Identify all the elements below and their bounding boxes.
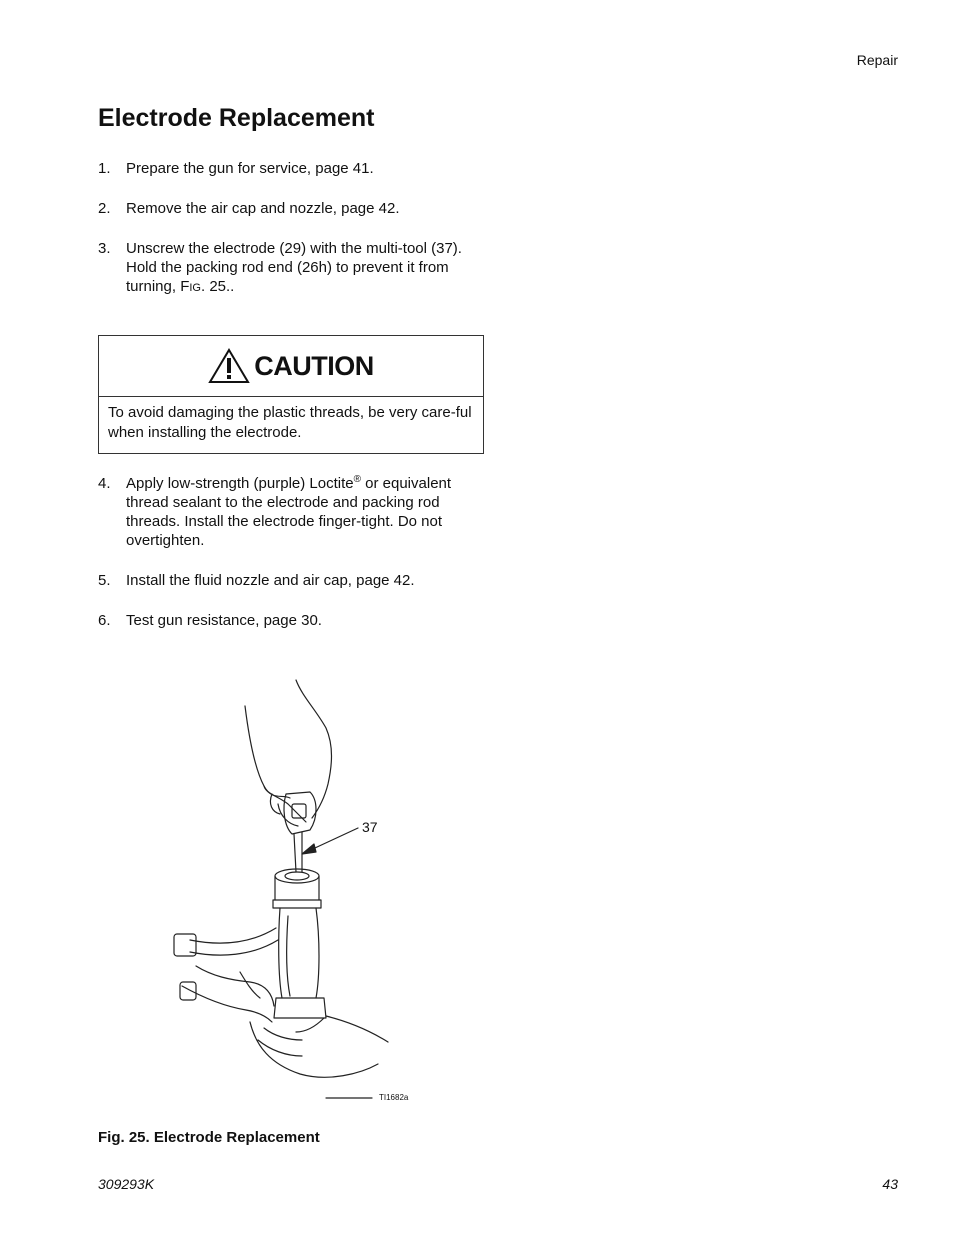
fluid-hose [190, 928, 278, 955]
caution-header [99, 336, 483, 397]
callout-37-label: 37 [362, 819, 378, 835]
step-number: 5. [98, 572, 111, 589]
figure-reference: Fig [180, 278, 201, 295]
step-text: Remove the air cap and nozzle, page 42. [126, 200, 400, 217]
steps-list-b [98, 474, 488, 651]
step-text: Unscrew the electrode (29) with the multi-tool (37). Hold the packing rod end (26h) to prevent it from turning, Fig. 25.. [126, 240, 462, 295]
step-number: 3. [98, 240, 111, 257]
registered-mark: ® [353, 474, 361, 485]
step-number: 2. [98, 200, 111, 217]
page-number: 43 [882, 1176, 898, 1192]
electrode-replacement-illustration [160, 676, 420, 1106]
multi-tool-outline [284, 792, 316, 834]
figure-code-label: TI1682a [379, 1093, 409, 1102]
step-text: Test gun resistance, page 30. [126, 612, 322, 629]
header-section-label: Repair [856, 52, 898, 68]
steps-list-a [98, 159, 488, 317]
caution-box [98, 335, 484, 454]
document-number: 309293K [98, 1176, 155, 1192]
warning-triangle-icon [208, 348, 250, 384]
step-item [98, 239, 488, 296]
page-title: Electrode Replacement [98, 104, 375, 132]
caution-title: CAUTION [254, 350, 374, 381]
step-text: Apply low-strength (purple) Loctite® or equivalent thread sealant to the electrode and packing rod threads. Install the electrode finger-tight. Do not overtighten. [126, 474, 452, 549]
step-item [98, 474, 488, 550]
step-number: 4. [98, 475, 111, 492]
step-item [98, 571, 488, 590]
upper-hand-outline [245, 706, 290, 798]
step-number: 1. [98, 160, 111, 177]
step-text: Install the fluid nozzle and air cap, page 42. [126, 572, 415, 589]
lower-hand-outline [250, 1022, 378, 1077]
step-item [98, 159, 488, 178]
step-item [98, 611, 488, 630]
figure-caption: Fig. 25. Electrode Replacement [98, 1129, 320, 1146]
step-text: Prepare the gun for service, page 41. [126, 160, 374, 177]
caution-text: To avoid damaging the plastic threads, be very care-ful when installing the electrode. [108, 404, 472, 441]
step-number: 6. [98, 612, 111, 629]
step-item [98, 199, 488, 218]
